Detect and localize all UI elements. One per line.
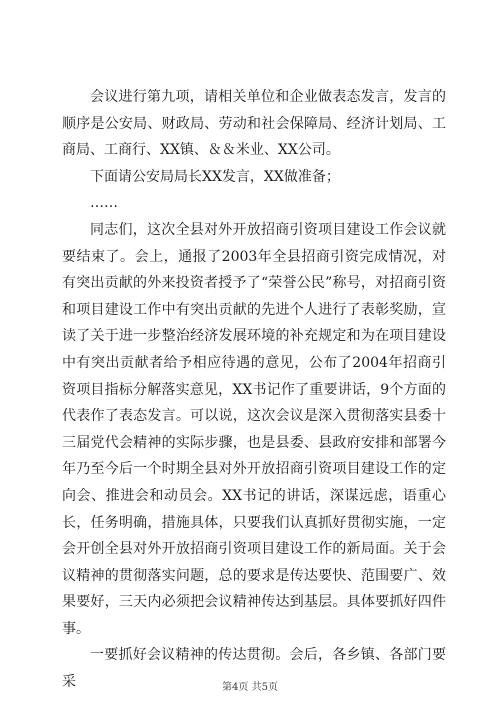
paragraph-speaking-order: 会议进行第九项，请相关单位和企业做表态发言，发言的顺序是公安局、财政局、劳动和社会保障局、经济计划局、工商局、工商行、XX镇、＆＆米业、XX公司。 <box>62 89 446 159</box>
paragraph-first-task: 一要抓好会议精神的传达贯彻。会后，各乡镇、各部门要采 <box>62 647 446 691</box>
page-number-footer: 第4页 共5页 <box>222 682 278 693</box>
paragraph-closing-summary: 同志们，这次全县对外开放招商引资项目建设工作会议就要结束了。会上，通报了2003年全县招商引资完成情况，对有突出贡献的外来投资者授予了“荣誉公民”称号，对招商引资和项目建设工作中有突出贡献的先进个人进行了表彰奖励，宣读了关于进一步整治经济发展环境的补充规定和为在项目建设中有突出贡献者给予相应待遇的意见，公布了2004年招商引资项目指标分解落实意见，XX书记作了重要讲话，9个方面的代表作了表态发言。可以说，这次会议是深入贯彻落实县委十三届党代会精神的实际步骤，也是县委、县政府安排和部署今年乃至今后一个时期全县对外开放招商引资项目建设工作的定向会、推进会和动员会。XX书记的讲话，深谋远虑，语重心长，任务明确，措施具体，只要我们认真抓好贯彻实施，一定会开创全县对外开放招商引资项目建设工作的新局面。关于会议精神的贯彻落实问题，总的要求是传达要快、范围要广、效果要好，三天内必须把会议精神传达到基层。具体要抓好四件事。 <box>62 221 446 637</box>
document-body <box>62 84 446 696</box>
paragraph-next-speaker: 下面请公安局局长XX发言，XX做准备； <box>90 168 340 185</box>
paragraph-ellipsis: …… <box>90 195 118 212</box>
